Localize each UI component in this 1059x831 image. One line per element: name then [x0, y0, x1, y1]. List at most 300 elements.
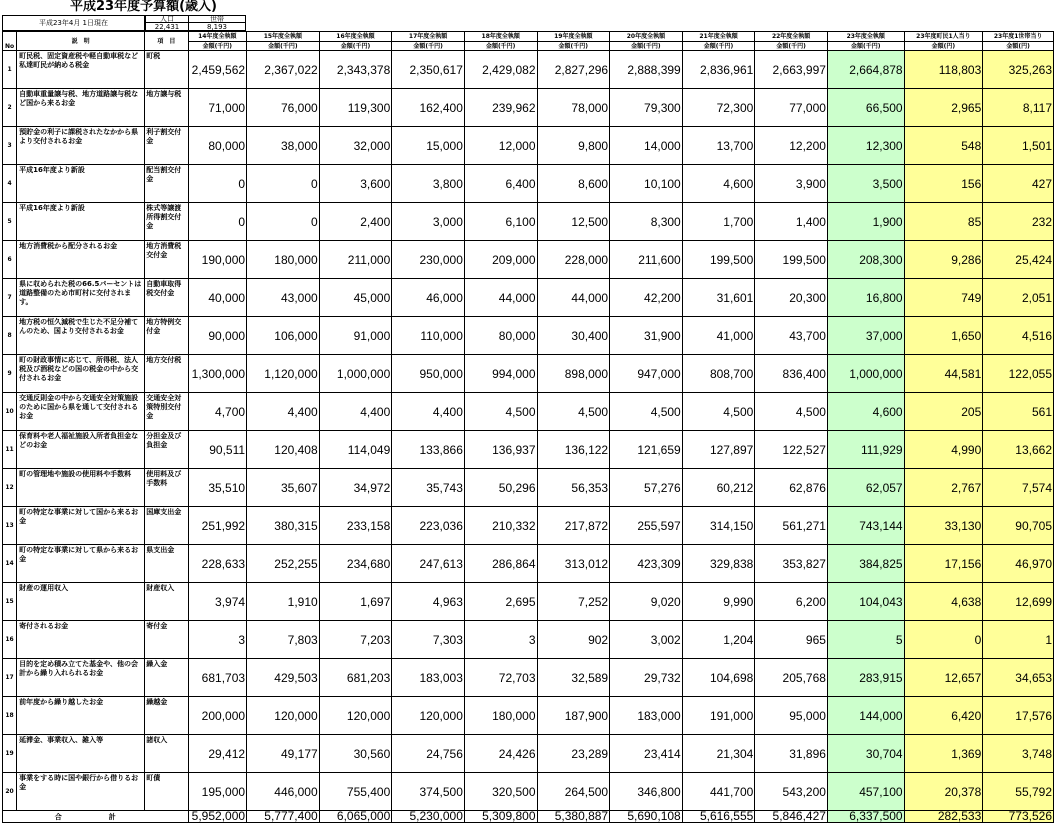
row-value: 441,700	[682, 773, 755, 811]
row-value: 1,300,000	[188, 355, 247, 393]
row-value: 90,000	[188, 317, 247, 355]
year-header: 15年度全執額	[247, 32, 320, 42]
row-value: 195,000	[188, 773, 247, 811]
row-value: 4,500	[537, 393, 610, 431]
row-value: 4,500	[610, 393, 683, 431]
row-value: 1,697	[319, 583, 392, 621]
row-value: 9,286	[904, 241, 983, 279]
row-description: 目的を定め積み立てた基金や、他の会計から繰り入れられるお金	[17, 659, 145, 697]
unit-header: 金額(千円)	[537, 42, 610, 51]
row-number: 8	[3, 317, 17, 355]
row-value: 80,000	[188, 127, 247, 165]
row-value: 0	[247, 165, 320, 203]
row-value: 230,000	[392, 241, 465, 279]
unit-header: 金額(千円)	[755, 42, 828, 51]
row-value: 1,501	[983, 127, 1054, 165]
row-value: 7,574	[983, 469, 1054, 507]
row-value: 122,527	[755, 431, 828, 469]
row-category: 国庫支出金	[145, 507, 188, 545]
unit-header: 金額(円)	[904, 42, 983, 51]
row-value: 191,000	[682, 697, 755, 735]
row-value: 40,000	[188, 279, 247, 317]
unit-header: 金額(千円)	[319, 42, 392, 51]
row-value: 35,510	[188, 469, 247, 507]
row-value: 71,000	[188, 89, 247, 127]
row-value: 325,263	[983, 51, 1054, 89]
row-value: 111,929	[827, 431, 904, 469]
row-description: 地方消費税から配分されるお金	[17, 241, 145, 279]
row-value: 2,400	[319, 203, 392, 241]
row-value: 239,962	[464, 89, 537, 127]
total-value: 5,616,555	[682, 811, 755, 823]
row-category: 町税	[145, 51, 188, 89]
row-value: 62,876	[755, 469, 828, 507]
row-value: 353,827	[755, 545, 828, 583]
row-description: 町の管理地や施設の使用料や手数料	[17, 469, 145, 507]
row-value: 965	[755, 621, 828, 659]
row-value: 180,000	[247, 241, 320, 279]
row-value: 234,680	[319, 545, 392, 583]
row-value: 8,600	[537, 165, 610, 203]
row-value: 4,400	[247, 393, 320, 431]
table-row	[3, 697, 1054, 735]
row-value: 681,203	[319, 659, 392, 697]
row-value: 3,002	[610, 621, 683, 659]
row-value: 120,408	[247, 431, 320, 469]
row-value: 3,500	[827, 165, 904, 203]
row-value: 44,000	[537, 279, 610, 317]
row-value: 7,203	[319, 621, 392, 659]
row-category: 利子割交付金	[145, 127, 188, 165]
row-value: 3	[464, 621, 537, 659]
row-value: 15,000	[392, 127, 465, 165]
row-value: 749	[904, 279, 983, 317]
households-value: 8,193	[188, 22, 246, 31]
unit-header: 金額(円)	[983, 42, 1054, 51]
row-value: 3,974	[188, 583, 247, 621]
table-row	[3, 279, 1054, 317]
row-value: 1,120,000	[247, 355, 320, 393]
row-value: 44,000	[464, 279, 537, 317]
row-value: 681,703	[188, 659, 247, 697]
row-value: 423,309	[610, 545, 683, 583]
row-value: 4,500	[755, 393, 828, 431]
row-value: 2,827,296	[537, 51, 610, 89]
row-value: 2,350,617	[392, 51, 465, 89]
unit-header: 金額(千円)	[247, 42, 320, 51]
row-value: 1	[983, 621, 1054, 659]
row-value: 180,000	[464, 697, 537, 735]
table-row	[3, 621, 1054, 659]
row-value: 4,600	[682, 165, 755, 203]
table-row	[3, 507, 1054, 545]
page-title: 平成23年度予算額(歳入)	[70, 0, 217, 14]
row-value: 5	[827, 621, 904, 659]
row-value: 3,600	[319, 165, 392, 203]
row-value: 20,300	[755, 279, 828, 317]
row-value: 4,400	[392, 393, 465, 431]
row-value: 12,500	[537, 203, 610, 241]
total-row	[3, 811, 1054, 823]
row-value: 252,255	[247, 545, 320, 583]
row-number: 9	[3, 355, 17, 393]
row-value: 144,000	[827, 697, 904, 735]
row-category: 財産収入	[145, 583, 188, 621]
row-value: 31,601	[682, 279, 755, 317]
row-value: 38,000	[247, 127, 320, 165]
row-value: 1,000,000	[319, 355, 392, 393]
budget-table	[2, 31, 1054, 823]
year-header: 16年度全執額	[319, 32, 392, 42]
row-value: 1,650	[904, 317, 983, 355]
row-value: 13,700	[682, 127, 755, 165]
row-value: 3,800	[392, 165, 465, 203]
total-value: 6,337,500	[827, 811, 904, 823]
row-value: 211,600	[610, 241, 683, 279]
unit-header: 金額(千円)	[464, 42, 537, 51]
year-header: 18年度全執額	[464, 32, 537, 42]
row-value: 233,158	[319, 507, 392, 545]
row-value: 4,600	[827, 393, 904, 431]
table-row	[3, 735, 1054, 773]
row-value: 6,400	[464, 165, 537, 203]
year-header: 23年度全執額	[827, 32, 904, 42]
row-category: 地方交付税	[145, 355, 188, 393]
row-category: 地方消費税交付金	[145, 241, 188, 279]
row-number: 16	[3, 621, 17, 659]
row-description: 事業をする時に国や銀行から借りるお金	[17, 773, 145, 811]
year-header: 14年度全執額	[188, 32, 247, 42]
row-value: 561,271	[755, 507, 828, 545]
row-value: 34,653	[983, 659, 1054, 697]
row-value: 2,663,997	[755, 51, 828, 89]
row-value: 31,900	[610, 317, 683, 355]
row-description: 寄付されるお金	[17, 621, 145, 659]
row-value: 183,003	[392, 659, 465, 697]
row-description: 町の特定な事業に対して県から来るお金	[17, 545, 145, 583]
year-header: 20年度全執額	[610, 32, 683, 42]
table-row	[3, 317, 1054, 355]
row-value: 199,500	[682, 241, 755, 279]
row-value: 4,500	[682, 393, 755, 431]
row-value: 9,990	[682, 583, 755, 621]
row-value: 1,369	[904, 735, 983, 773]
row-value: 8,300	[610, 203, 683, 241]
row-value: 4,963	[392, 583, 465, 621]
row-category: 分担金及び負担金	[145, 431, 188, 469]
row-value: 66,500	[827, 89, 904, 127]
row-value: 1,910	[247, 583, 320, 621]
row-value: 12,200	[755, 127, 828, 165]
row-description: 延滞金、事業収入、雑入等	[17, 735, 145, 773]
row-category: 自動車取得税交付金	[145, 279, 188, 317]
population-label: 人口	[145, 15, 189, 23]
year-header: 22年度全執額	[755, 32, 828, 42]
households-label: 世帯	[188, 15, 246, 23]
row-value: 808,700	[682, 355, 755, 393]
row-value: 7,252	[537, 583, 610, 621]
row-value: 548	[904, 127, 983, 165]
row-value: 446,000	[247, 773, 320, 811]
row-number: 3	[3, 127, 17, 165]
row-value: 31,896	[755, 735, 828, 773]
row-value: 2,888,399	[610, 51, 683, 89]
total-value: 5,380,887	[537, 811, 610, 823]
row-value: 3	[188, 621, 247, 659]
row-number: 5	[3, 203, 17, 241]
row-value: 12,657	[904, 659, 983, 697]
row-value: 24,756	[392, 735, 465, 773]
row-value: 7,303	[392, 621, 465, 659]
category-header: 項 目	[145, 32, 188, 51]
row-value: 6,420	[904, 697, 983, 735]
row-value: 205	[904, 393, 983, 431]
row-value: 35,743	[392, 469, 465, 507]
row-value: 1,900	[827, 203, 904, 241]
row-value: 118,803	[904, 51, 983, 89]
row-value: 4,638	[904, 583, 983, 621]
table-row	[3, 469, 1054, 507]
row-value: 2,051	[983, 279, 1054, 317]
table-row	[3, 545, 1054, 583]
row-value: 313,012	[537, 545, 610, 583]
row-value: 55,792	[983, 773, 1054, 811]
row-value: 17,156	[904, 545, 983, 583]
row-value: 46,000	[392, 279, 465, 317]
row-value: 2,367,022	[247, 51, 320, 89]
row-value: 2,343,378	[319, 51, 392, 89]
unit-header: 金額(千円)	[188, 42, 247, 51]
row-value: 1,400	[755, 203, 828, 241]
row-value: 120,000	[392, 697, 465, 735]
row-value: 33,130	[904, 507, 983, 545]
row-number: 14	[3, 545, 17, 583]
row-value: 264,500	[537, 773, 610, 811]
table-row	[3, 393, 1054, 431]
table-row	[3, 203, 1054, 241]
row-category: 株式等譲渡所得割交付金	[145, 203, 188, 241]
row-value: 57,276	[610, 469, 683, 507]
row-value: 4,700	[188, 393, 247, 431]
row-value: 210,332	[464, 507, 537, 545]
row-value: 42,200	[610, 279, 683, 317]
row-value: 104,698	[682, 659, 755, 697]
row-value: 209,000	[464, 241, 537, 279]
description-header: 説 明	[17, 32, 145, 51]
row-description: 保育料や老人福祉施設入所者負担金などのお金	[17, 431, 145, 469]
row-value: 247,613	[392, 545, 465, 583]
row-value: 79,300	[610, 89, 683, 127]
row-value: 56,353	[537, 469, 610, 507]
population-value: 22,431	[145, 22, 189, 31]
row-value: 29,412	[188, 735, 247, 773]
row-value: 1,700	[682, 203, 755, 241]
row-value: 9,800	[537, 127, 610, 165]
row-value: 162,400	[392, 89, 465, 127]
row-category: 寄付金	[145, 621, 188, 659]
row-category: 県支出金	[145, 545, 188, 583]
row-value: 3,000	[392, 203, 465, 241]
row-value: 902	[537, 621, 610, 659]
row-value: 50,296	[464, 469, 537, 507]
row-value: 44,581	[904, 355, 983, 393]
row-value: 0	[188, 203, 247, 241]
row-value: 283,915	[827, 659, 904, 697]
row-value: 2,965	[904, 89, 983, 127]
row-value: 120,000	[247, 697, 320, 735]
row-value: 90,511	[188, 431, 247, 469]
row-value: 2,429,082	[464, 51, 537, 89]
row-value: 30,560	[319, 735, 392, 773]
row-value: 76,000	[247, 89, 320, 127]
row-value: 4,990	[904, 431, 983, 469]
row-value: 43,000	[247, 279, 320, 317]
row-value: 21,304	[682, 735, 755, 773]
unit-header: 金額(千円)	[682, 42, 755, 51]
row-value: 543,200	[755, 773, 828, 811]
row-value: 13,662	[983, 431, 1054, 469]
row-number: 6	[3, 241, 17, 279]
table-row	[3, 431, 1054, 469]
row-value: 2,695	[464, 583, 537, 621]
row-number: 2	[3, 89, 17, 127]
row-description: 前年度から繰り越したお金	[17, 697, 145, 735]
row-value: 6,100	[464, 203, 537, 241]
row-value: 120,000	[319, 697, 392, 735]
row-description: 自動車重量譲与税、地方道路譲与税など国から来るお金	[17, 89, 145, 127]
no-header: No	[3, 32, 17, 51]
row-value: 208,300	[827, 241, 904, 279]
row-value: 190,000	[188, 241, 247, 279]
row-number: 4	[3, 165, 17, 203]
row-description: 平成16年度より新設	[17, 203, 145, 241]
as-of-date: 平成23年4月 1日現在	[2, 15, 145, 31]
row-value: 41,000	[682, 317, 755, 355]
per-household-header: 23年度1世帯当り	[983, 32, 1054, 42]
row-value: 136,122	[537, 431, 610, 469]
table-row	[3, 51, 1054, 89]
row-value: 199,500	[755, 241, 828, 279]
row-value: 320,500	[464, 773, 537, 811]
row-value: 232	[983, 203, 1054, 241]
row-value: 32,000	[319, 127, 392, 165]
row-category: 地方譲与税	[145, 89, 188, 127]
row-value: 12,300	[827, 127, 904, 165]
row-value: 743,144	[827, 507, 904, 545]
row-value: 380,315	[247, 507, 320, 545]
row-value: 4,500	[464, 393, 537, 431]
row-value: 3,900	[755, 165, 828, 203]
row-value: 7,803	[247, 621, 320, 659]
row-value: 80,000	[464, 317, 537, 355]
row-value: 85	[904, 203, 983, 241]
row-value: 205,768	[755, 659, 828, 697]
row-value: 114,049	[319, 431, 392, 469]
row-value: 4,516	[983, 317, 1054, 355]
total-value: 5,309,800	[464, 811, 537, 823]
row-value: 23,289	[537, 735, 610, 773]
row-value: 46,970	[983, 545, 1054, 583]
table-row	[3, 241, 1054, 279]
row-value: 16,800	[827, 279, 904, 317]
row-number: 18	[3, 697, 17, 735]
row-value: 91,000	[319, 317, 392, 355]
row-value: 34,972	[319, 469, 392, 507]
row-value: 78,000	[537, 89, 610, 127]
table-row	[3, 89, 1054, 127]
row-value: 374,500	[392, 773, 465, 811]
row-description: 地方税の恒久減税で生じた不足分補てんのため、国より交付されるお金	[17, 317, 145, 355]
year-header: 19年度全執額	[537, 32, 610, 42]
row-category: 配当割交付金	[145, 165, 188, 203]
row-value: 14,000	[610, 127, 683, 165]
row-value: 217,872	[537, 507, 610, 545]
row-value: 457,100	[827, 773, 904, 811]
row-value: 20,378	[904, 773, 983, 811]
row-value: 4,400	[319, 393, 392, 431]
row-value: 45,000	[319, 279, 392, 317]
row-value: 32,589	[537, 659, 610, 697]
row-value: 0	[247, 203, 320, 241]
row-value: 37,000	[827, 317, 904, 355]
unit-header: 金額(千円)	[392, 42, 465, 51]
total-value: 5,690,108	[610, 811, 683, 823]
row-value: 2,767	[904, 469, 983, 507]
row-value: 77,000	[755, 89, 828, 127]
row-number: 10	[3, 393, 17, 431]
table-row	[3, 127, 1054, 165]
per-person-header: 23年度町民1人当り	[904, 32, 983, 42]
row-value: 2,664,878	[827, 51, 904, 89]
row-number: 17	[3, 659, 17, 697]
row-value: 898,000	[537, 355, 610, 393]
row-value: 251,992	[188, 507, 247, 545]
row-value: 228,000	[537, 241, 610, 279]
row-value: 561	[983, 393, 1054, 431]
row-value: 429,503	[247, 659, 320, 697]
row-value: 255,597	[610, 507, 683, 545]
row-value: 136,937	[464, 431, 537, 469]
row-description: 財産の運用収入	[17, 583, 145, 621]
row-value: 950,000	[392, 355, 465, 393]
row-category: 使用料及び手数料	[145, 469, 188, 507]
row-description: 平成16年度より新設	[17, 165, 145, 203]
row-value: 2,459,562	[188, 51, 247, 89]
row-value: 9,020	[610, 583, 683, 621]
row-description: 町の財政事情に応じて、所得税、法人税及び酒税などの国の税金の中から交付されるお金	[17, 355, 145, 393]
row-value: 329,838	[682, 545, 755, 583]
row-number: 19	[3, 735, 17, 773]
row-number: 15	[3, 583, 17, 621]
row-value: 60,212	[682, 469, 755, 507]
unit-header: 金額(千円)	[827, 42, 904, 51]
row-description: 町の特定な事業に対して国から来るお金	[17, 507, 145, 545]
row-description: 交通反則金の中から交通安全対策施設のために国から県を通して交付されるお金	[17, 393, 145, 431]
row-description: 県に収められた税の66.5パーセントは道路整備のため市町村に交付されます。	[17, 279, 145, 317]
row-value: 156	[904, 165, 983, 203]
row-value: 1,000,000	[827, 355, 904, 393]
row-category: 諸収入	[145, 735, 188, 773]
row-value: 30,400	[537, 317, 610, 355]
row-value: 8,117	[983, 89, 1054, 127]
row-value: 106,000	[247, 317, 320, 355]
row-value: 127,897	[682, 431, 755, 469]
row-number: 11	[3, 431, 17, 469]
row-category: 交通安全対策特別交付金	[145, 393, 188, 431]
row-value: 3,748	[983, 735, 1054, 773]
row-value: 121,659	[610, 431, 683, 469]
row-value: 17,576	[983, 697, 1054, 735]
